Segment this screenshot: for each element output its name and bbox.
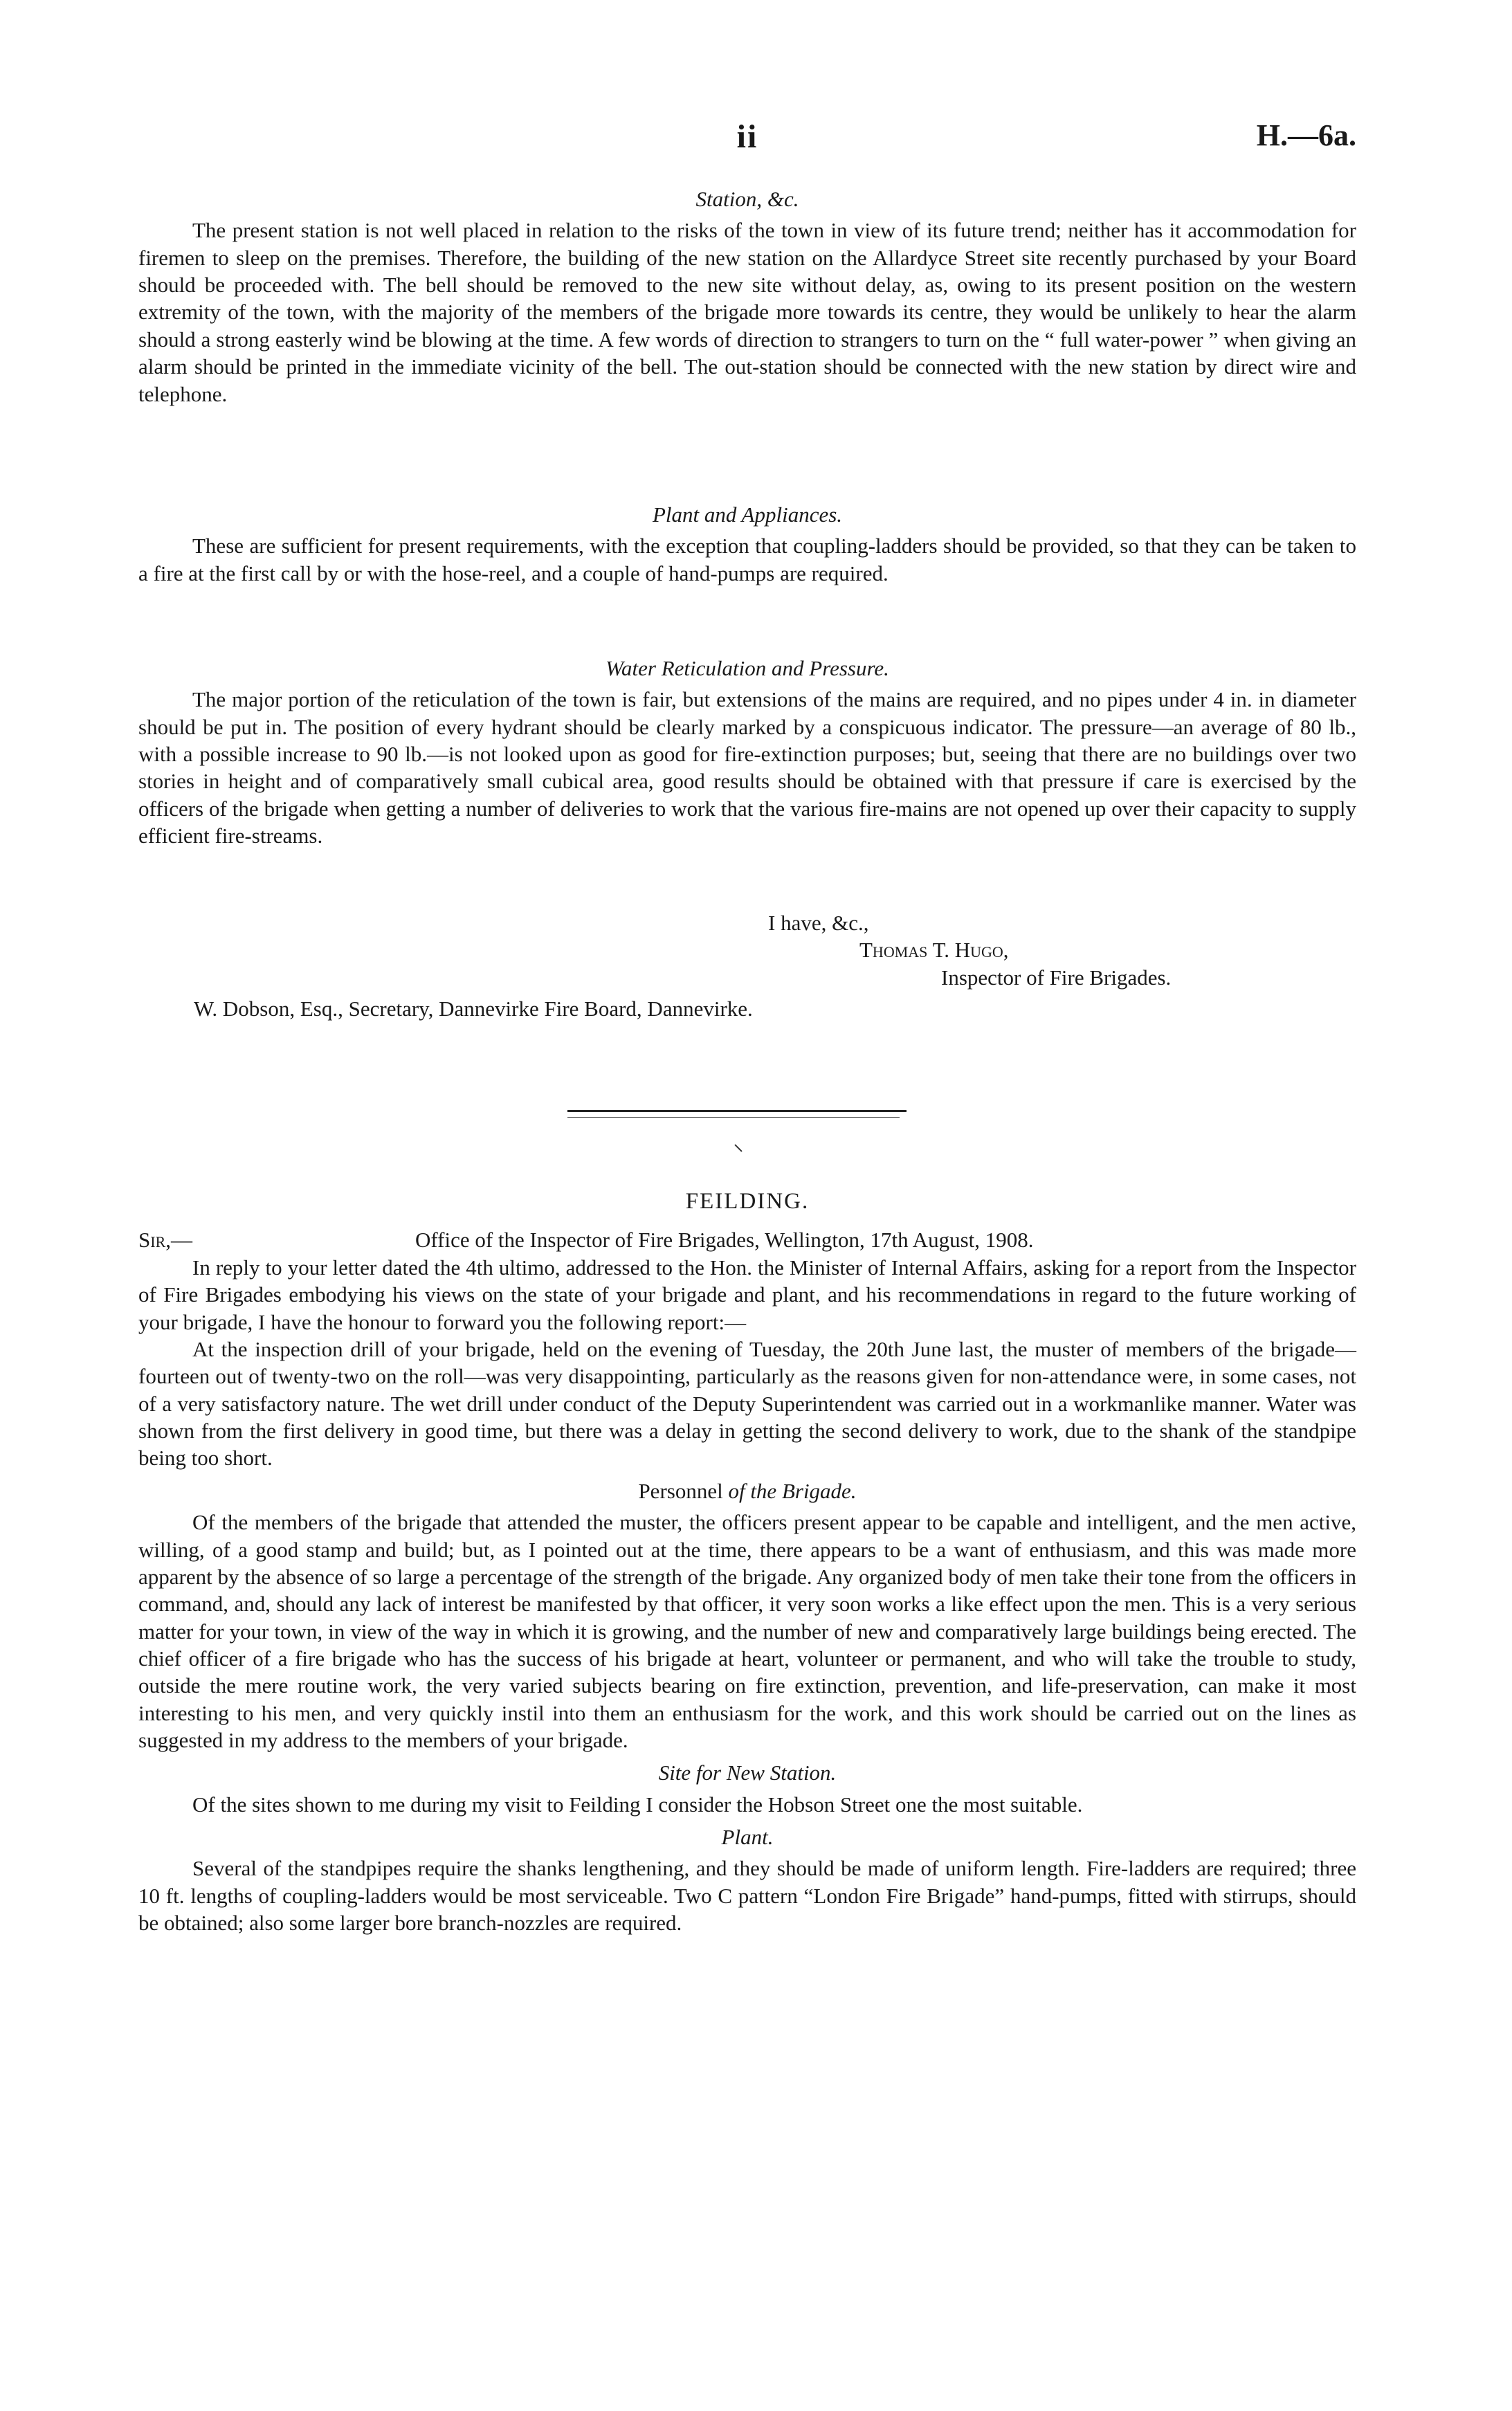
dannevirke-plant-section [138,501,1356,587]
paragraph-plant-appliances: These are sufficient for present requirements, with the exception that coupling-ladders should be provided, so that they can be taken to a fire at the first call by or with the hose-reel, and a couple of hand-pumps are required. [138,534,1356,585]
section-title-plant-appliances: Plant and Appliances. [652,502,843,527]
section-title-personnel [138,1477,1356,1504]
dannevirke-station-section [138,185,1356,408]
section-title-plant: Plant. [721,1825,774,1850]
section-title-personnel-italic: of the Brigade. [728,1478,857,1503]
salutation: Sir,— [138,1227,192,1252]
section-title-station: Station, &c. [695,187,799,211]
section-title-site: Site for New Station. [658,1761,837,1785]
signature-title: Inspector of Fire Brigades. [941,965,1172,990]
paragraph-inspection-drill: At the inspection drill of your brigade, held on the evening of Tuesday, the 20th June last, the muster of members of the brigade—fourteen out of twenty-two on the roll—was very disappointing, particularly as the reasons given for non-attendance were, in some cases, not of a very satisfactory nature. The wet drill under conduct of the Deputy Superintendent was carried out in a workmanlike manner. Water was shown from the first delivery in good time, but there was a delay in getting the second delivery to work, due to the shank of the standpipe being too short. [138,1336,1356,1471]
paragraph-station: The present station is not well placed in relation to the risks of the town in view of its future trend; neither has it accommodation for firemen to sleep on the premises. Therefore, the building of the new station on the Allardyce Street site recently purchased by your Board should be proceeded with. The bell should be removed to the new site without delay, as, owing to its present position on the western extremity of the town, with the majority of the members of the brigade more towards its centre, they would be unlikely to hear the alarm should a strong easterly wind be blowing at the time. A few words of direction to strangers to turn on the “ full water-power ” when giving an alarm should be printed in the immediate vicinity of the bell. The out-station should be connected with the new station by direct wire and telephone. [138,218,1356,406]
addressee-line: W. Dobson, Esq., Secretary, Dannevirke Fire Board, Dannevirke. [194,997,753,1021]
paragraph-personnel: Of the members of the brigade that attended the muster, the officers present appear to be capable and intelligent, and the men active, willing, of a good stamp and build; but, as I pointed out at the time, there appears to be a want of enthusiasm, and this was made more apparent by the absence of so large a percentage of the strength of the brigade. Any organized body of men take their tone from the officers in command, and, should any lack of interest be manifested by that officer, it very soon works a like effect upon the men. This is a very serious matter for your town, in view of the way in which it is growing, and the number of new and comparatively large buildings being erected. The chief officer of a fire brigade who has the success of his brigade at heart, volunteer or permanent, and who will take the trouble to study, outside the mere routine work, the very varied subjects bearing on fire extinction, prevention, and life-preservation, can make it most interesting to his men, and very quickly instil into them an enthusiasm for the work, and this work should be carried out on the lines as suggested in my address to the members of your brigade. [138,1510,1356,1753]
feilding-report [138,1188,1356,1937]
office-date-line: Office of the Inspector of Fire Brigades, Wellington, 17th August, 1908. [415,1227,1034,1252]
dannevirke-closing [138,909,1356,1022]
stray-mark [734,1144,742,1152]
section-title-personnel-plain: Personnel [638,1478,723,1503]
section-divider-secondary [567,1117,900,1118]
signature-name: Thomas T. Hugo, [859,938,1009,963]
salutation-row [138,1226,1356,1254]
paragraph-plant: Several of the standpipes require the shanks lengthening, and they should be made of uniform length. Fire-ladders are required; three 10 ft. lengths of coupling-ladders would be most serviceable. Two C pattern “London Fire Brigade” hand-pumps, fitted with stirrups, should be obtained; also some larger bore branch-nozzles are required. [138,1856,1356,1936]
closing-i-have: I have, &c., [768,911,869,935]
paragraph-intro-reply: In reply to your letter dated the 4th ultimo, addressed to the Hon. the Minister of Internal Affairs, asking for a report from the Inspector of Fire Brigades embodying his views on the state of your brigade and plant, and his recommendations in regard to the future working of your brigade, I have the honour to forward you the following report:— [138,1255,1356,1334]
paragraph-site: Of the sites shown to me during my visit to Feilding I consider the Hobson Street one the most suitable. [192,1792,1083,1817]
page-header [138,116,1356,158]
section-divider [567,1110,907,1112]
paragraph-water-reticulation: The major portion of the reticulation of the town is fair, but extensions of the mains are required, and no pipes under 4 in. in diameter should be put in. The position of every hydrant should be clearly marked by a conspicuous indicator. The pressure—an average of 80 lb., with a possible increase to 90 lb.—is not looked upon as good for fire-extinction purposes; but, seeing that there are no buildings over two stories in height and of comparatively small cubical area, good results should be obtained with that pressure if care is exercised by the officers of the brigade when getting a number of deliveries to work that the various fire-mains are not opened up over their capacity to supply efficient fire-streams. [138,687,1356,848]
dannevirke-water-section [138,655,1356,850]
page-number: ii [736,118,758,155]
section-title-water-reticulation: Water Reticulation and Pressure. [605,656,889,680]
report-heading-feilding: FEILDING. [685,1189,810,1214]
document-reference: H.—6a. [1256,118,1356,152]
